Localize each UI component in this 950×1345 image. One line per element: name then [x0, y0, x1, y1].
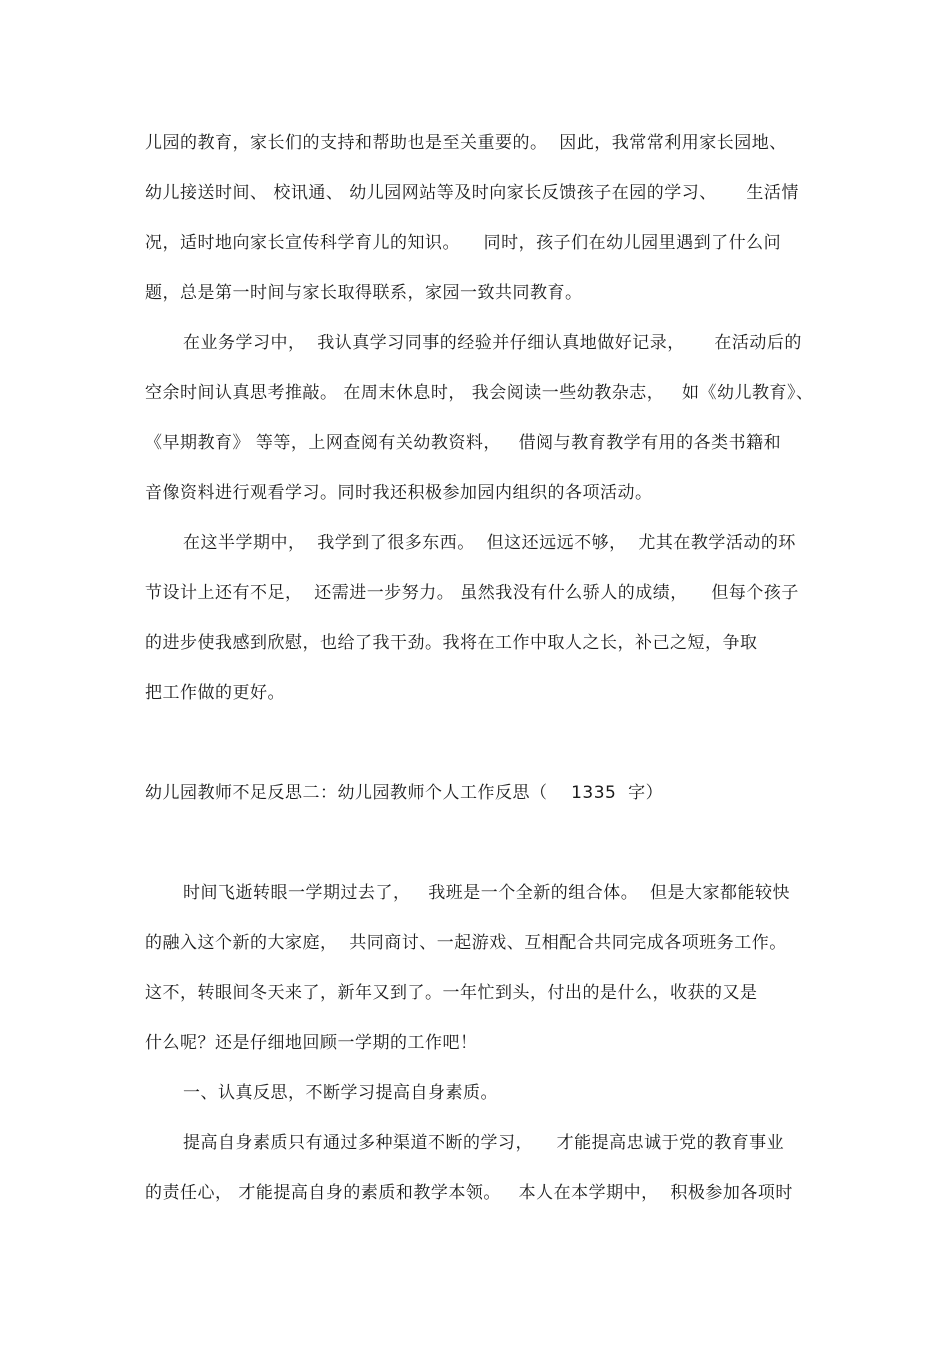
text-line: 节设计上还有不足， 还需进一步努力。 虽然我没有什么骄人的成绩， 但每个孩子	[145, 583, 799, 603]
text-line: 《早期教育》 等等，上网查阅有关幼教资料， 借阅与教育教学有用的各类书籍和	[145, 433, 782, 453]
text-line: 音像资料进行观看学习。同时我还积极参加园内组织的各项活动。	[145, 483, 653, 503]
text-line: 题，总是第一时间与家长取得联系，家园一致共同教育。	[145, 283, 583, 303]
text-line: 一、认真反思，不断学习提高自身素质。	[183, 1083, 498, 1103]
section-heading: 幼儿园教师不足反思二：幼儿园教师个人工作反思（ 1335 字）	[145, 783, 664, 803]
text-line: 幼儿接送时间、 校讯通、 幼儿园网站等及时向家长反馈孩子在园的学习、 生活情	[145, 183, 799, 203]
text-line: 的进步使我感到欣慰，也给了我干劲。我将在工作中取人之长，补己之短，争取	[145, 633, 758, 653]
text-line: 什么呢？还是仔细地回顾一学期的工作吧！	[145, 1033, 478, 1053]
text-line: 这不，转眼间冬天来了，新年又到了。一年忙到头，付出的是什么，收获的又是	[145, 983, 758, 1003]
text-line: 况，适时地向家长宣传科学育儿的知识。 同时，孩子们在幼儿园里遇到了什么问	[145, 233, 782, 253]
text-line: 在业务学习中， 我认真学习同事的经验并仔细认真地做好记录， 在活动后的	[183, 333, 802, 353]
text-line: 的责任心， 才能提高自身的素质和教学本领。 本人在本学期中， 积极参加各项时	[145, 1183, 793, 1203]
text-line: 时间飞逝转眼一学期过去了， 我班是一个全新的组合体。 但是大家都能较快	[183, 883, 791, 903]
text-line: 在这半学期中， 我学到了很多东西。 但这还远远不够， 尤其在教学活动的环	[183, 533, 796, 553]
text-line: 儿园的教育，家长们的支持和帮助也是至关重要的。 因此，我常常利用家长园地、	[145, 133, 787, 153]
text-line: 提高自身素质只有通过多种渠道不断的学习， 才能提高忠诚于党的教育事业	[183, 1133, 785, 1153]
text-line: 的融入这个新的大家庭， 共同商讨、一起游戏、互相配合共同完成各项班务工作。	[145, 933, 787, 953]
text-line: 把工作做的更好。	[145, 683, 285, 703]
text-line: 空余时间认真思考推敲。 在周末休息时， 我会阅读一些幼教杂志， 如《幼儿教育》、	[145, 383, 814, 403]
